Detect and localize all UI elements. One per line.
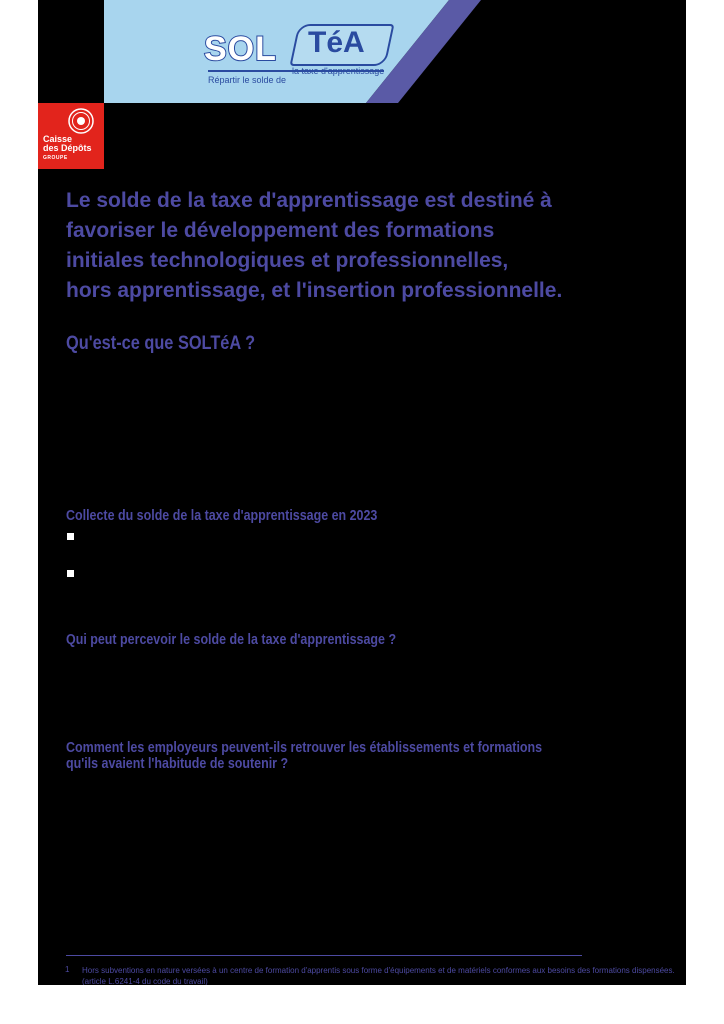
- heading-how-employers-find-line1: Comment les employeurs peuvent-ils retrouver les établissements et formations: [66, 740, 543, 756]
- cdc-name: Caisse des Dépôts: [43, 134, 92, 153]
- footnote-text: Hors subventions en nature versées à un centre de formation d'apprentis sous forme d'équipements et de matériels conformes aux besoins des formations dispensées. (article L.6241-4 du code du travail): [82, 966, 675, 985]
- cdc-group-label: GROUPE: [43, 155, 68, 161]
- heading-who-can-receive: Qui peut percevoir le solde de la taxe d'apprentissage ?: [66, 632, 397, 648]
- heading-collect-2023: Collecte du solde de la taxe d'apprentissage en 2023: [66, 508, 378, 524]
- bullet-marker: [67, 533, 74, 540]
- document-page: [38, 0, 686, 985]
- logo-tagline-left: Répartir le solde de: [208, 75, 287, 85]
- seal-icon: [67, 107, 95, 135]
- soltea-logo: [204, 22, 404, 92]
- footnote-number: 1: [65, 965, 70, 974]
- heading-how-employers-find-line2: qu'ils avaient l'habitude de soutenir ?: [66, 756, 289, 772]
- logo-tagline-right: la taxe d'apprentissage: [292, 66, 385, 76]
- heading-what-is-soltea: Qu'est-ce que SOLTéA ?: [66, 333, 256, 354]
- bullet-marker: [67, 570, 74, 577]
- logo-sol-text: SOL: [204, 30, 277, 68]
- logo-tea-text: TéA: [308, 26, 365, 59]
- lead-paragraph: Le solde de la taxe d'apprentissage est destiné à favoriser le développement des formations initiales technologiques et professionnelles, hors apprentissage, et l'insertion professionnelle.: [66, 189, 563, 302]
- header-banner: [104, 0, 686, 103]
- footnote-divider: [66, 955, 582, 956]
- caisse-des-depots-logo: [38, 103, 104, 169]
